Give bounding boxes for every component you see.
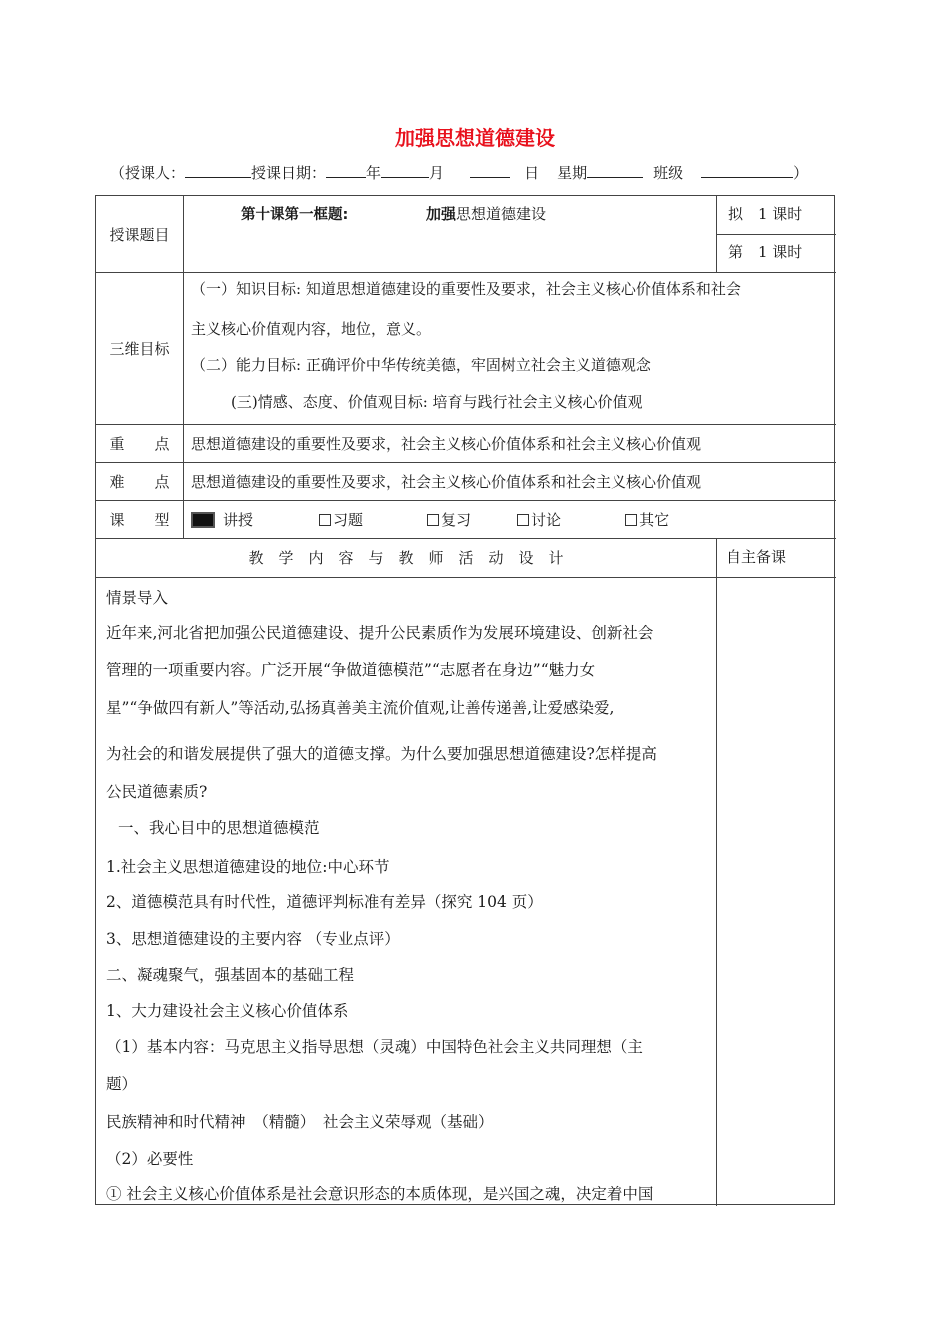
checkbox-icon <box>319 514 331 526</box>
option-lecture[interactable]: 讲授 <box>191 509 253 530</box>
checkbox-icon <box>517 514 529 526</box>
content-line: 1.社会主义思想道德建设的地位:中心环节 <box>106 858 390 876</box>
goal-ability: （二）能力目标: 正确评价中华传统美德，牢固树立社会主义道德观念 <box>191 356 651 374</box>
key-point-text: 思想道德建设的重要性及要求，社会主义核心价值体系和社会主义核心价值观 <box>191 434 702 453</box>
header-day: 日 <box>524 164 540 182</box>
page-title: 加强思想道德建设 <box>395 126 555 150</box>
content-line: 二、凝魂聚气，强基固本的基础工程 <box>106 966 355 984</box>
header-open: （授课人： <box>110 164 186 182</box>
lesson-type-options <box>191 500 831 538</box>
content-line: 题） <box>106 1075 138 1093</box>
self-prep-header: 自主备课 <box>726 548 787 566</box>
class-blank[interactable] <box>701 163 793 178</box>
topic-lesson: 第十课第一框题: <box>241 207 349 223</box>
header-date-label: 授课日期： <box>251 164 327 182</box>
difficulty-label: 难 点 <box>109 472 170 491</box>
difficulty-text: 思想道德建设的重要性及要求，社会主义核心价值体系和社会主义核心价值观 <box>191 472 702 491</box>
weekday-blank[interactable] <box>587 163 643 178</box>
checkbox-icon <box>427 514 439 526</box>
checkbox-icon <box>625 514 637 526</box>
content-line: 情景导入 <box>106 589 169 607</box>
content-line: 公民道德素质? <box>106 783 208 801</box>
hours-num: 第 1 课时 <box>728 243 803 261</box>
content-line: 2、道德模范具有时代性，道德评判标准有差异（探究 104 页） <box>106 893 543 911</box>
topic-name-bold: 加强 <box>426 205 457 223</box>
month-blank[interactable] <box>381 163 429 178</box>
content-line: 为社会的和谐发展提供了强大的道德支撑。为什么要加强思想道德建设?怎样提高 <box>106 745 657 763</box>
lesson-header <box>110 162 850 183</box>
content-line: 民族精神和时代精神 （精髓） 社会主义荣辱观（基础） <box>106 1113 494 1131</box>
topic-name-rest: 思想道德建设 <box>456 205 547 223</box>
key-point-label: 重 点 <box>109 434 170 453</box>
day-blank[interactable] <box>470 163 510 178</box>
content-line: 管理的一项重要内容。广泛开展“争做道德模范”“志愿者在身边”“魅力女 <box>106 661 596 679</box>
content-line: （2）必要性 <box>106 1150 194 1168</box>
content-line: ① 社会主义核心价值体系是社会意识形态的本质体现，是兴国之魂，决定着中国 <box>106 1185 654 1203</box>
lesson-plan-table <box>95 195 835 1205</box>
content-line: （1）基本内容：马克思主义指导思想（灵魂）中国特色社会主义共同理想（主 <box>106 1038 643 1056</box>
checked-box-icon <box>191 512 215 528</box>
lesson-type-label: 课 型 <box>109 510 170 529</box>
content-line: 1、大力建设社会主义核心价值体系 <box>106 1002 349 1020</box>
hours-plan: 拟 1 课时 <box>728 205 803 223</box>
header-weekday: 星期 <box>557 164 588 182</box>
header-month: 月 <box>429 164 445 182</box>
content-line: 3、思想道德建设的主要内容 （专业点评） <box>106 930 400 948</box>
topic-name <box>426 203 546 224</box>
content-line: 星”“争做四有新人”等活动,弘扬真善美主流价值观,让善传递善,让爱感染爱, <box>106 699 615 717</box>
option-exercise[interactable]: 习题 <box>319 509 363 530</box>
topic-label: 授课题目 <box>109 225 170 244</box>
goal-knowledge-cont: 主义核心价值观内容，地位，意义。 <box>191 320 432 338</box>
teacher-blank[interactable] <box>185 163 251 178</box>
content-line: 近年来,河北省把加强公民道德建设、提升公民素质作为发展环境建设、创新社会 <box>106 624 654 642</box>
content-line: 一、我心目中的思想道德模范 <box>118 819 320 837</box>
option-other[interactable]: 其它 <box>625 509 669 530</box>
option-review[interactable]: 复习 <box>427 509 471 530</box>
option-discussion[interactable]: 讨论 <box>517 509 561 530</box>
year-blank[interactable] <box>326 163 366 178</box>
goal-knowledge: （一）知识目标: 知道思想道德建设的重要性及要求，社会主义核心价值体系和社会 <box>191 280 741 298</box>
goals-label: 三维目标 <box>109 339 170 358</box>
header-close: ） <box>793 164 809 182</box>
goal-emotion: (三)情感、态度、价值观目标: 培育与践行社会主义核心价值观 <box>231 393 643 411</box>
header-year: 年 <box>366 164 382 182</box>
header-class-label: 班级 <box>653 164 684 182</box>
design-header: 教 学 内 容 与 教 师 活 动 设 计 <box>248 549 564 567</box>
